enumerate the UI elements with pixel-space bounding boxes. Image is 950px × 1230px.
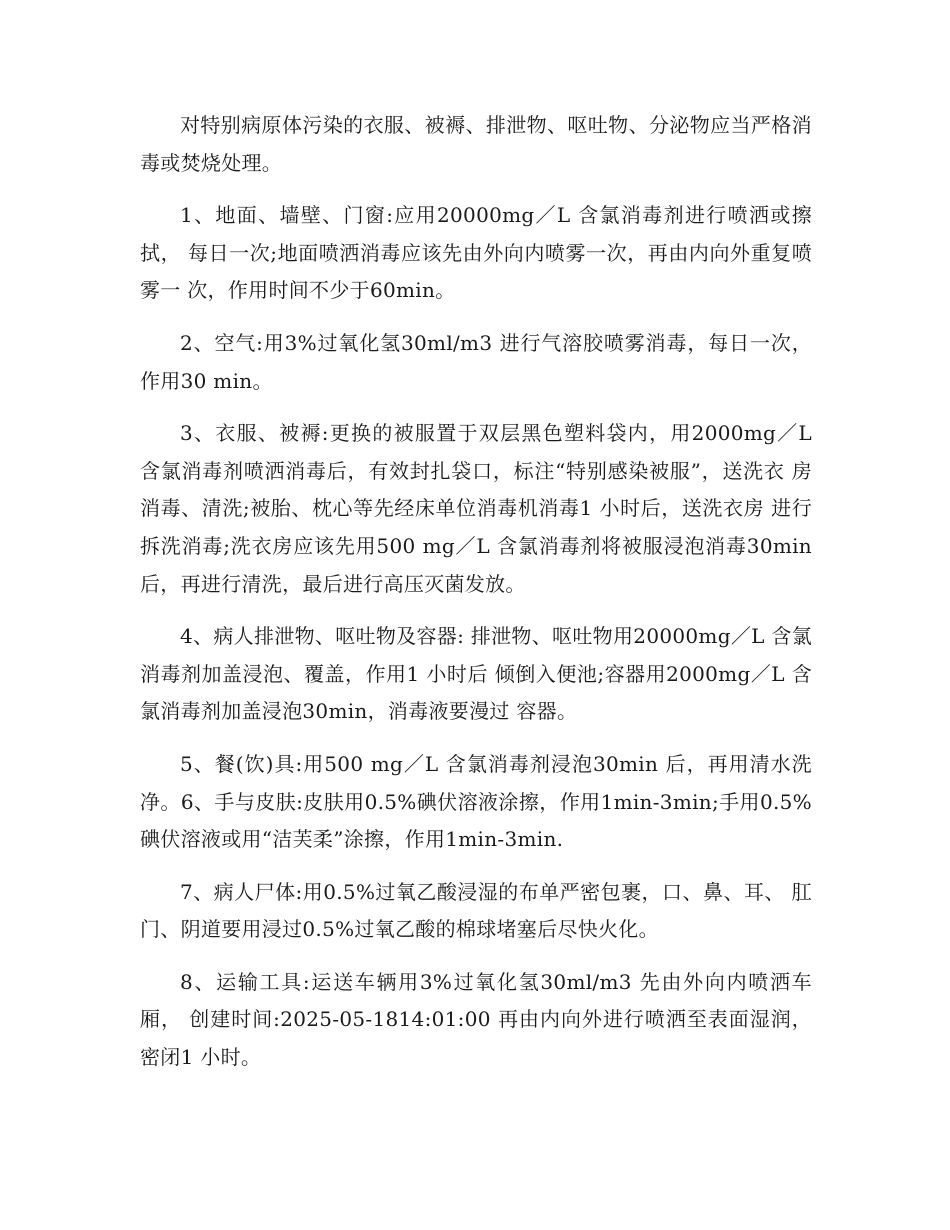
paragraph-clothing-bedding: 3、衣服、被褥:更换的被服置于双层黑色塑料袋内，用2000mg／L 含氯消毒剂喷洒消毒后，有效封扎袋口，标注“特别感染被服”，送洗衣 房消毒、清洗;被胎、枕心等先经床单位消毒机消毒1 小时后，送洗衣房 进行拆洗消毒;洗衣房应该先用500 mg／L 含氯消毒剂将被服浸泡消毒30min 后，再进行清洗，最后进行高压灭菌发放。 [140,421,812,596]
paragraph-intro: 对特别病原体污染的衣服、被褥、排泄物、呕吐物、分泌物应当严格消 毒或焚烧处理。 [140,113,812,175]
paragraph-air: 2、空气:用3%过氧化氢30ml/m3 进行气溶胶喷雾消毒，每日一次， 作用30 min。 [140,330,812,393]
paragraph-excreta-containers: 4、病人排泄物、呕吐物及容器: 排泄物、呕吐物用20000mg／L 含氯消毒剂加盖浸泡、覆盖，作用1 小时后 倾倒入便池;容器用2000mg／L 含氯消毒剂加盖浸泡30min，消毒液要漫过 容器。 [140,624,812,724]
paragraph-corpse: 7、病人尸体:用0.5%过氧乙酸浸湿的布单严密包裹，口、鼻、耳、 肛门、阴道要用浸过0.5%过氧乙酸的棉球堵塞后尽快火化。 [140,879,812,942]
paragraph-tableware-hands-skin: 5、餐(饮)具:用500 mg／L 含氯消毒剂浸泡30min 后，再用清水洗 净。6、手与皮肤:皮肤用0.5%碘伏溶液涂擦，作用1min-3min;手用0.5% 碘伏溶液或用“洁芙柔”涂擦，作用1min-3min. [140,751,812,852]
paragraph-transport: 8、运输工具:运送车辆用3%过氧化氢30ml/m3 先由外向内喷洒车厢， 创建时间:2025-05-1814:01:00 再由内向外进行喷洒至表面湿润，密闭1 小时。 [140,969,812,1070]
document-body [140,107,812,1092]
paragraph-floor-wall-door: 1、地面、墙壁、门窗:应用20000mg／L 含氯消毒剂进行喷洒或擦拭， 每日一次;地面喷洒消毒应该先由外向内喷雾一次，再由内向外重复喷雾一 次，作用时间不少于60min。 [140,203,812,303]
